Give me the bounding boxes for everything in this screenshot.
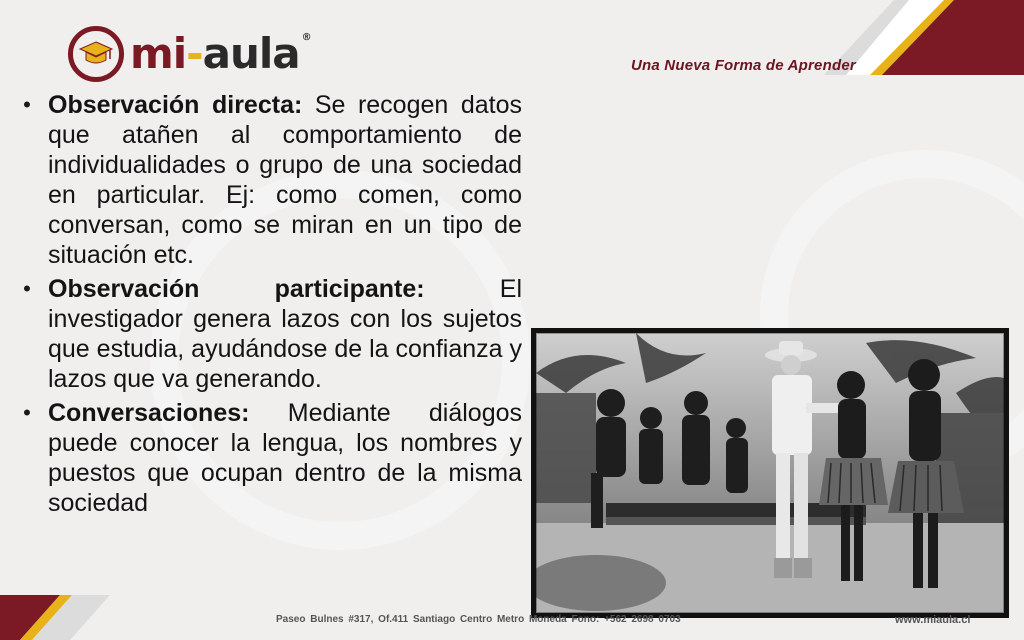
bullet-description: Se recogen datos que atañen al comportamiento de individualidades o grupo de una sociedad en particular. Ej: como comen, como conversan, como se miran en un tipo de situación etc. [48,91,522,269]
graduation-cap-icon [68,26,124,82]
corner-decoration-bottom-left [0,595,120,640]
bullet-item [6,90,522,270]
bullet-symbol: • [23,400,31,425]
bullet-description: Mediante diálogos puede conocer la lengua, los nombres y puestos que ocupan dentro de la misma sociedad [48,399,522,517]
tagline: Una Nueva Forma de Aprender [631,57,856,74]
bullet-description: El investigador genera lazos con los sujetos que estudia, ayudándose de la confianza y lazos que va generando. [48,275,522,393]
ethnographic-photo [531,328,1009,618]
footer-address: Paseo Bulnes #317, Of.411 Santiago Centro Metro Moneda Fono: +562 2698 0703 [276,614,681,625]
bullet-text [48,274,522,394]
bullet-term: Observación participante: [48,275,425,303]
footer-website-link[interactable]: www.miaula.cl [895,614,971,626]
bullet-term: Observación directa: [48,91,303,119]
brand-logo [68,26,311,82]
bullet-list [6,90,522,522]
bullet-symbol: • [23,92,31,117]
bullet-symbol: • [23,276,31,301]
bullet-text [48,398,522,518]
bullet-item [6,398,522,518]
bullet-item [6,274,522,394]
logo-wordmark: mi-aula ® [130,29,311,78]
bullet-text [48,90,522,270]
photo-illustration [536,333,1004,613]
bullet-term: Conversaciones: [48,399,250,427]
